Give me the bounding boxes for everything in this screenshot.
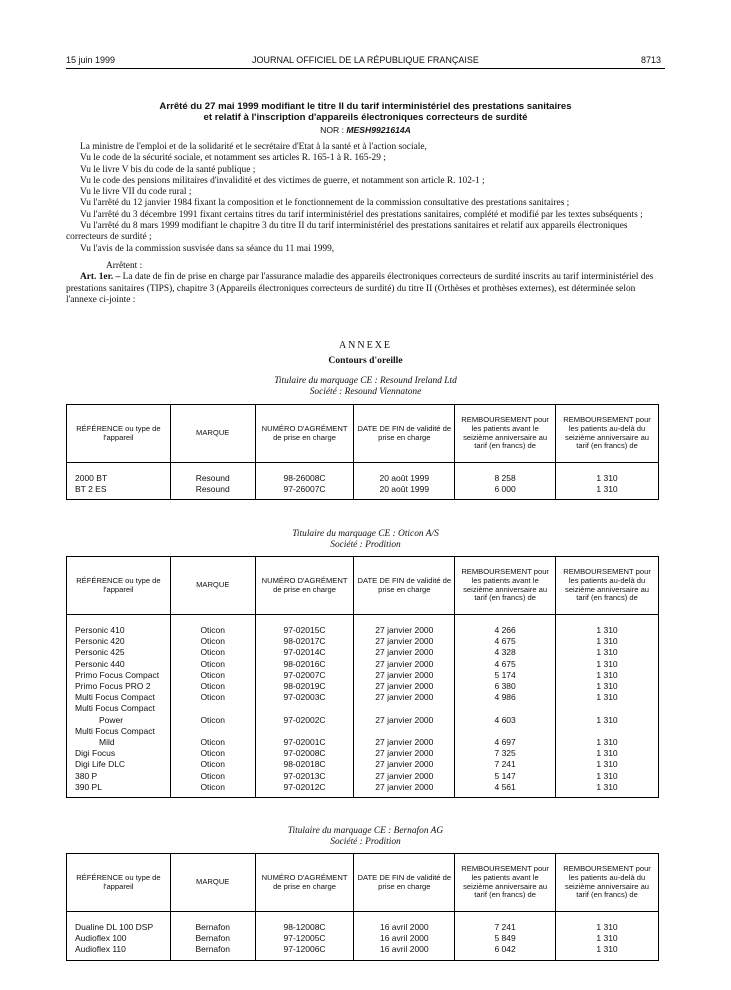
cell-marque: Oticon: [170, 771, 255, 782]
cell-marque: Resound: [170, 463, 255, 485]
article-1-text: La date de fin de prise en charge par l'assurance maladie des appareils électroniques correcteurs de surdité inscrits au tarif interministériel des prestations sanitaires (TIPS), chapitre 3 (Appareils électroniques correcteurs de surdité) du titre II (Orthèses et prothèses externes), est déterminée selon l'annexe ci-jointe :: [66, 272, 654, 305]
cell-date: 27 janvier 2000: [354, 659, 455, 670]
col-header-marque: MARQUE: [170, 557, 255, 615]
preamble-line: Vu l'arrêté du 3 décembre 1991 fixant certains titres du tarif interministériel des prestations sanitaires, complété et modifié par les textes subséquents ;: [80, 209, 643, 220]
col-header-remb-under16: REMBOURSEMENT pour les patients avant le seizième anniversaire au tarif (en francs) de: [455, 405, 556, 463]
cell-marque: Bernafon: [170, 944, 255, 960]
table-row: [67, 748, 659, 759]
col-header-numero: NUMÉRO D'AGRÉMENT de prise en charge: [255, 405, 354, 463]
cell-reference: Primo Focus Compact: [67, 670, 171, 681]
cell-remb-over16: 1 310: [556, 636, 659, 647]
cell-remb-over16: 1 310: [556, 647, 659, 658]
cell-numero: 97-12005C: [255, 933, 354, 944]
nor-label: NOR :: [320, 125, 344, 135]
cell-remb-under16: 4 697: [455, 726, 556, 748]
cell-remb-over16: 1 310: [556, 912, 659, 934]
table-row: [67, 647, 659, 658]
cell-date: 27 janvier 2000: [354, 670, 455, 681]
col-header-remb-over16: REMBOURSEMENT pour les patients au-delà du seizième anniversaire au tarif (en francs) de: [556, 557, 659, 615]
cell-reference: Audioflex 110: [67, 944, 171, 960]
cell-remb-under16: 5 174: [455, 670, 556, 681]
cell-reference: Personic 420: [67, 636, 171, 647]
table-row: [67, 759, 659, 770]
cell-remb-over16: 1 310: [556, 615, 659, 637]
cell-remb-under16: 7 241: [455, 912, 556, 934]
cell-marque: Oticon: [170, 782, 255, 798]
cell-remb-over16: 1 310: [556, 659, 659, 670]
reference-line: Multi Focus Compact: [75, 725, 155, 736]
cell-date: 27 janvier 2000: [354, 636, 455, 647]
cell-numero: 98-12008C: [255, 912, 354, 934]
col-header-reference: RÉFÉRENCE ou type de l'appareil: [67, 405, 171, 463]
cell-remb-under16: 6 380: [455, 681, 556, 692]
cell-numero: 98-02016C: [255, 659, 354, 670]
table-row: [67, 636, 659, 647]
table-row: [67, 692, 659, 703]
col-header-remb-under16: REMBOURSEMENT pour les patients avant le seizième anniversaire au tarif (en francs) de: [455, 557, 556, 615]
cell-remb-over16: 1 310: [556, 670, 659, 681]
cell-date: 27 janvier 2000: [354, 703, 455, 725]
cell-marque: Bernafon: [170, 933, 255, 944]
col-header-remb-over16: REMBOURSEMENT pour les patients au-delà du seizième anniversaire au tarif (en francs) de: [556, 854, 659, 912]
section-company: Société : Prodition: [330, 540, 401, 550]
table-row: [67, 933, 659, 944]
decree-title-line2: et relatif à l'inscription d'appareils électroniques correcteurs de surdité: [203, 112, 528, 123]
cell-remb-under16: 4 561: [455, 782, 556, 798]
cell-remb-over16: 1 310: [556, 782, 659, 798]
cell-marque: Oticon: [170, 636, 255, 647]
table-row: [67, 615, 659, 637]
cell-marque: Oticon: [170, 615, 255, 637]
cell-remb-under16: 4 328: [455, 647, 556, 658]
cell-remb-under16: 7 325: [455, 748, 556, 759]
cell-numero: 97-26007C: [255, 484, 354, 500]
cell-remb-over16: 1 310: [556, 748, 659, 759]
col-header-reference: RÉFÉRENCE ou type de l'appareil: [67, 854, 171, 912]
preamble-line: Vu l'avis de la commission susvisée dans sa séance du 11 mai 1999,: [80, 243, 335, 254]
cell-reference: BT 2 ES: [67, 484, 171, 500]
preamble-line: Vu le code des pensions militaires d'invalidité et des victimes de guerre, et notamment son article R. 102-1 ;: [80, 175, 485, 186]
cell-remb-over16: 1 310: [556, 484, 659, 500]
table-row: [67, 484, 659, 500]
preamble-line: La ministre de l'emploi et de la solidarité et le secrétaire d'Etat à la santé et à l'action sociale,: [80, 142, 427, 152]
col-header-date: DATE DE FIN de validité de prise en charge: [354, 854, 455, 912]
cell-marque: Oticon: [170, 726, 255, 748]
col-header-marque: MARQUE: [170, 405, 255, 463]
cell-numero: 98-02019C: [255, 681, 354, 692]
journal-title: JOURNAL OFFICIEL DE LA RÉPUBLIQUE FRANÇAISE: [252, 55, 479, 65]
cell-reference: Digi Life DLC: [67, 759, 171, 770]
cell-remb-over16: 1 310: [556, 681, 659, 692]
annexe-title: ANNEXE: [338, 340, 393, 351]
cell-date: 20 août 1999: [354, 484, 455, 500]
cell-numero: 97-12006C: [255, 944, 354, 960]
cell-date: 27 janvier 2000: [354, 782, 455, 798]
cell-date: 27 janvier 2000: [354, 681, 455, 692]
cell-marque: Oticon: [170, 681, 255, 692]
preamble-line: Vu le livre V bis du code de la santé publique ;: [80, 164, 256, 175]
cell-remb-over16: 1 310: [556, 703, 659, 725]
cell-remb-under16: 4 675: [455, 636, 556, 647]
col-header-numero: NUMÉRO D'AGRÉMENT de prise en charge: [255, 854, 354, 912]
section-holder: Titulaire du marquage CE : Resound Ireland Ltd: [274, 376, 457, 386]
preamble: [66, 142, 665, 306]
cell-marque: Oticon: [170, 647, 255, 658]
cell-reference: 2000 BT: [67, 463, 171, 485]
nor-value: MESH9921614A: [346, 125, 411, 135]
cell-numero: 98-02018C: [255, 759, 354, 770]
cell-remb-under16: 7 241: [455, 759, 556, 770]
cell-remb-over16: 1 310: [556, 692, 659, 703]
cell-reference: Personic 440: [67, 659, 171, 670]
preamble-line: Vu le livre VII du code rural ;: [80, 187, 192, 198]
cell-reference: [67, 703, 171, 725]
page-number: 8713: [640, 55, 661, 65]
cell-marque: Oticon: [170, 670, 255, 681]
cell-reference: Personic 425: [67, 647, 171, 658]
table-row: [67, 703, 659, 725]
cell-reference: Primo Focus PRO 2: [67, 681, 171, 692]
cell-marque: Resound: [170, 484, 255, 500]
cell-reference: 390 PL: [67, 782, 171, 798]
cell-reference: Multi Focus Compact: [67, 692, 171, 703]
section-company: Société : Prodition: [330, 837, 401, 847]
cell-remb-under16: 4 266: [455, 615, 556, 637]
cell-reference: Audioflex 100: [67, 933, 171, 944]
cell-remb-under16: 4 986: [455, 692, 556, 703]
cell-numero: 97-02015C: [255, 615, 354, 637]
cell-marque: Oticon: [170, 759, 255, 770]
cell-remb-under16: 5 849: [455, 933, 556, 944]
cell-numero: 97-02007C: [255, 670, 354, 681]
cell-remb-under16: 6 000: [455, 484, 556, 500]
cell-marque: Oticon: [170, 659, 255, 670]
table-row: [67, 726, 659, 748]
cell-date: 27 janvier 2000: [354, 726, 455, 748]
preamble-line: Vu l'arrêté du 8 mars 1999 modifiant le chapitre 3 du titre II du tarif interministériel des prestations sanitaires et relatif aux appareils électroniques correcteurs de surdité ;: [66, 221, 628, 243]
col-header-numero: NUMÉRO D'AGRÉMENT de prise en charge: [255, 557, 354, 615]
cell-date: 27 janvier 2000: [354, 759, 455, 770]
cell-remb-over16: 1 310: [556, 759, 659, 770]
cell-reference: 380 P: [67, 771, 171, 782]
table-body: [67, 615, 659, 798]
cell-reference: Dualine DL 100 DSP: [67, 912, 171, 934]
page-date: 15 juin 1999: [66, 55, 116, 65]
cell-reference: [67, 726, 171, 748]
cell-date: 27 janvier 2000: [354, 771, 455, 782]
decree-title-line1: Arrêté du 27 mai 1999 modifiant le titre II du tarif interministériel des prestations sanitaires: [159, 101, 572, 112]
table-row: [67, 782, 659, 798]
cell-remb-over16: 1 310: [556, 944, 659, 960]
table-body: [67, 912, 659, 961]
table-body: [67, 463, 659, 500]
cell-date: 27 janvier 2000: [354, 615, 455, 637]
table-row: [67, 670, 659, 681]
cell-date: 16 avril 2000: [354, 944, 455, 960]
cell-marque: Bernafon: [170, 912, 255, 934]
reference-line: Power: [99, 714, 124, 725]
arretent: Arrêtent :: [106, 260, 143, 271]
cell-numero: 97-02001C: [255, 726, 354, 748]
appliance-table-bernafon: [66, 853, 659, 961]
cell-remb-under16: 4 603: [455, 703, 556, 725]
col-header-remb-under16: REMBOURSEMENT pour les patients avant le seizième anniversaire au tarif (en francs) de: [455, 854, 556, 912]
section-holder: Titulaire du marquage CE : Oticon A/S: [292, 529, 439, 539]
cell-numero: 97-02012C: [255, 782, 354, 798]
reference-line: Multi Focus Compact: [75, 703, 155, 714]
cell-date: 20 août 1999: [354, 463, 455, 485]
col-header-date: DATE DE FIN de validité de prise en charge: [354, 557, 455, 615]
header-rule: [66, 68, 665, 69]
table-row: [67, 771, 659, 782]
table-row: [67, 463, 659, 485]
table-row: [67, 659, 659, 670]
cell-reference: Personic 410: [67, 615, 171, 637]
cell-numero: 98-02017C: [255, 636, 354, 647]
cell-remb-under16: 4 675: [455, 659, 556, 670]
section-company: Société : Resound Viennatone: [309, 387, 422, 397]
cell-marque: Oticon: [170, 692, 255, 703]
reference-line: Mild: [99, 737, 115, 748]
nor-reference: [66, 125, 665, 135]
table-row: [67, 681, 659, 692]
cell-remb-under16: 5 147: [455, 771, 556, 782]
cell-numero: 98-26008C: [255, 463, 354, 485]
article-1-label: Art. 1er. –: [80, 272, 121, 283]
cell-numero: 97-02003C: [255, 692, 354, 703]
col-header-marque: MARQUE: [170, 854, 255, 912]
cell-remb-over16: 1 310: [556, 771, 659, 782]
cell-date: 27 janvier 2000: [354, 692, 455, 703]
col-header-date: DATE DE FIN de validité de prise en charge: [354, 405, 455, 463]
cell-reference: Digi Focus: [67, 748, 171, 759]
section-holder: Titulaire du marquage CE : Bernafon AG: [287, 826, 444, 836]
annexe-subtitle: Contours d'oreille: [328, 355, 403, 366]
preamble-line: Vu le code de la sécurité sociale, et notamment ses articles R. 165-1 à R. 165-29 ;: [80, 153, 386, 164]
cell-remb-under16: 8 258: [455, 463, 556, 485]
article-1: [66, 272, 665, 306]
cell-date: 27 janvier 2000: [354, 748, 455, 759]
cell-numero: 97-02008C: [255, 748, 354, 759]
cell-remb-over16: 1 310: [556, 933, 659, 944]
cell-remb-over16: 1 310: [556, 463, 659, 485]
cell-date: 27 janvier 2000: [354, 647, 455, 658]
cell-remb-under16: 6 042: [455, 944, 556, 960]
preamble-line: Vu l'arrêté du 12 janvier 1984 fixant la composition et le fonctionnement de la commission consultative des prestations sanitaires ;: [80, 198, 570, 209]
cell-numero: 97-02002C: [255, 703, 354, 725]
col-header-reference: RÉFÉRENCE ou type de l'appareil: [67, 557, 171, 615]
table-row: [67, 944, 659, 960]
cell-marque: Oticon: [170, 748, 255, 759]
cell-numero: 97-02013C: [255, 771, 354, 782]
table-row: [67, 912, 659, 934]
col-header-remb-over16: REMBOURSEMENT pour les patients au-delà du seizième anniversaire au tarif (en francs) de: [556, 405, 659, 463]
appliance-table-oticon: [66, 556, 659, 798]
cell-date: 16 avril 2000: [354, 912, 455, 934]
appliance-table-resound: [66, 404, 659, 500]
cell-numero: 97-02014C: [255, 647, 354, 658]
cell-remb-over16: 1 310: [556, 726, 659, 748]
cell-date: 16 avril 2000: [354, 933, 455, 944]
cell-marque: Oticon: [170, 703, 255, 725]
